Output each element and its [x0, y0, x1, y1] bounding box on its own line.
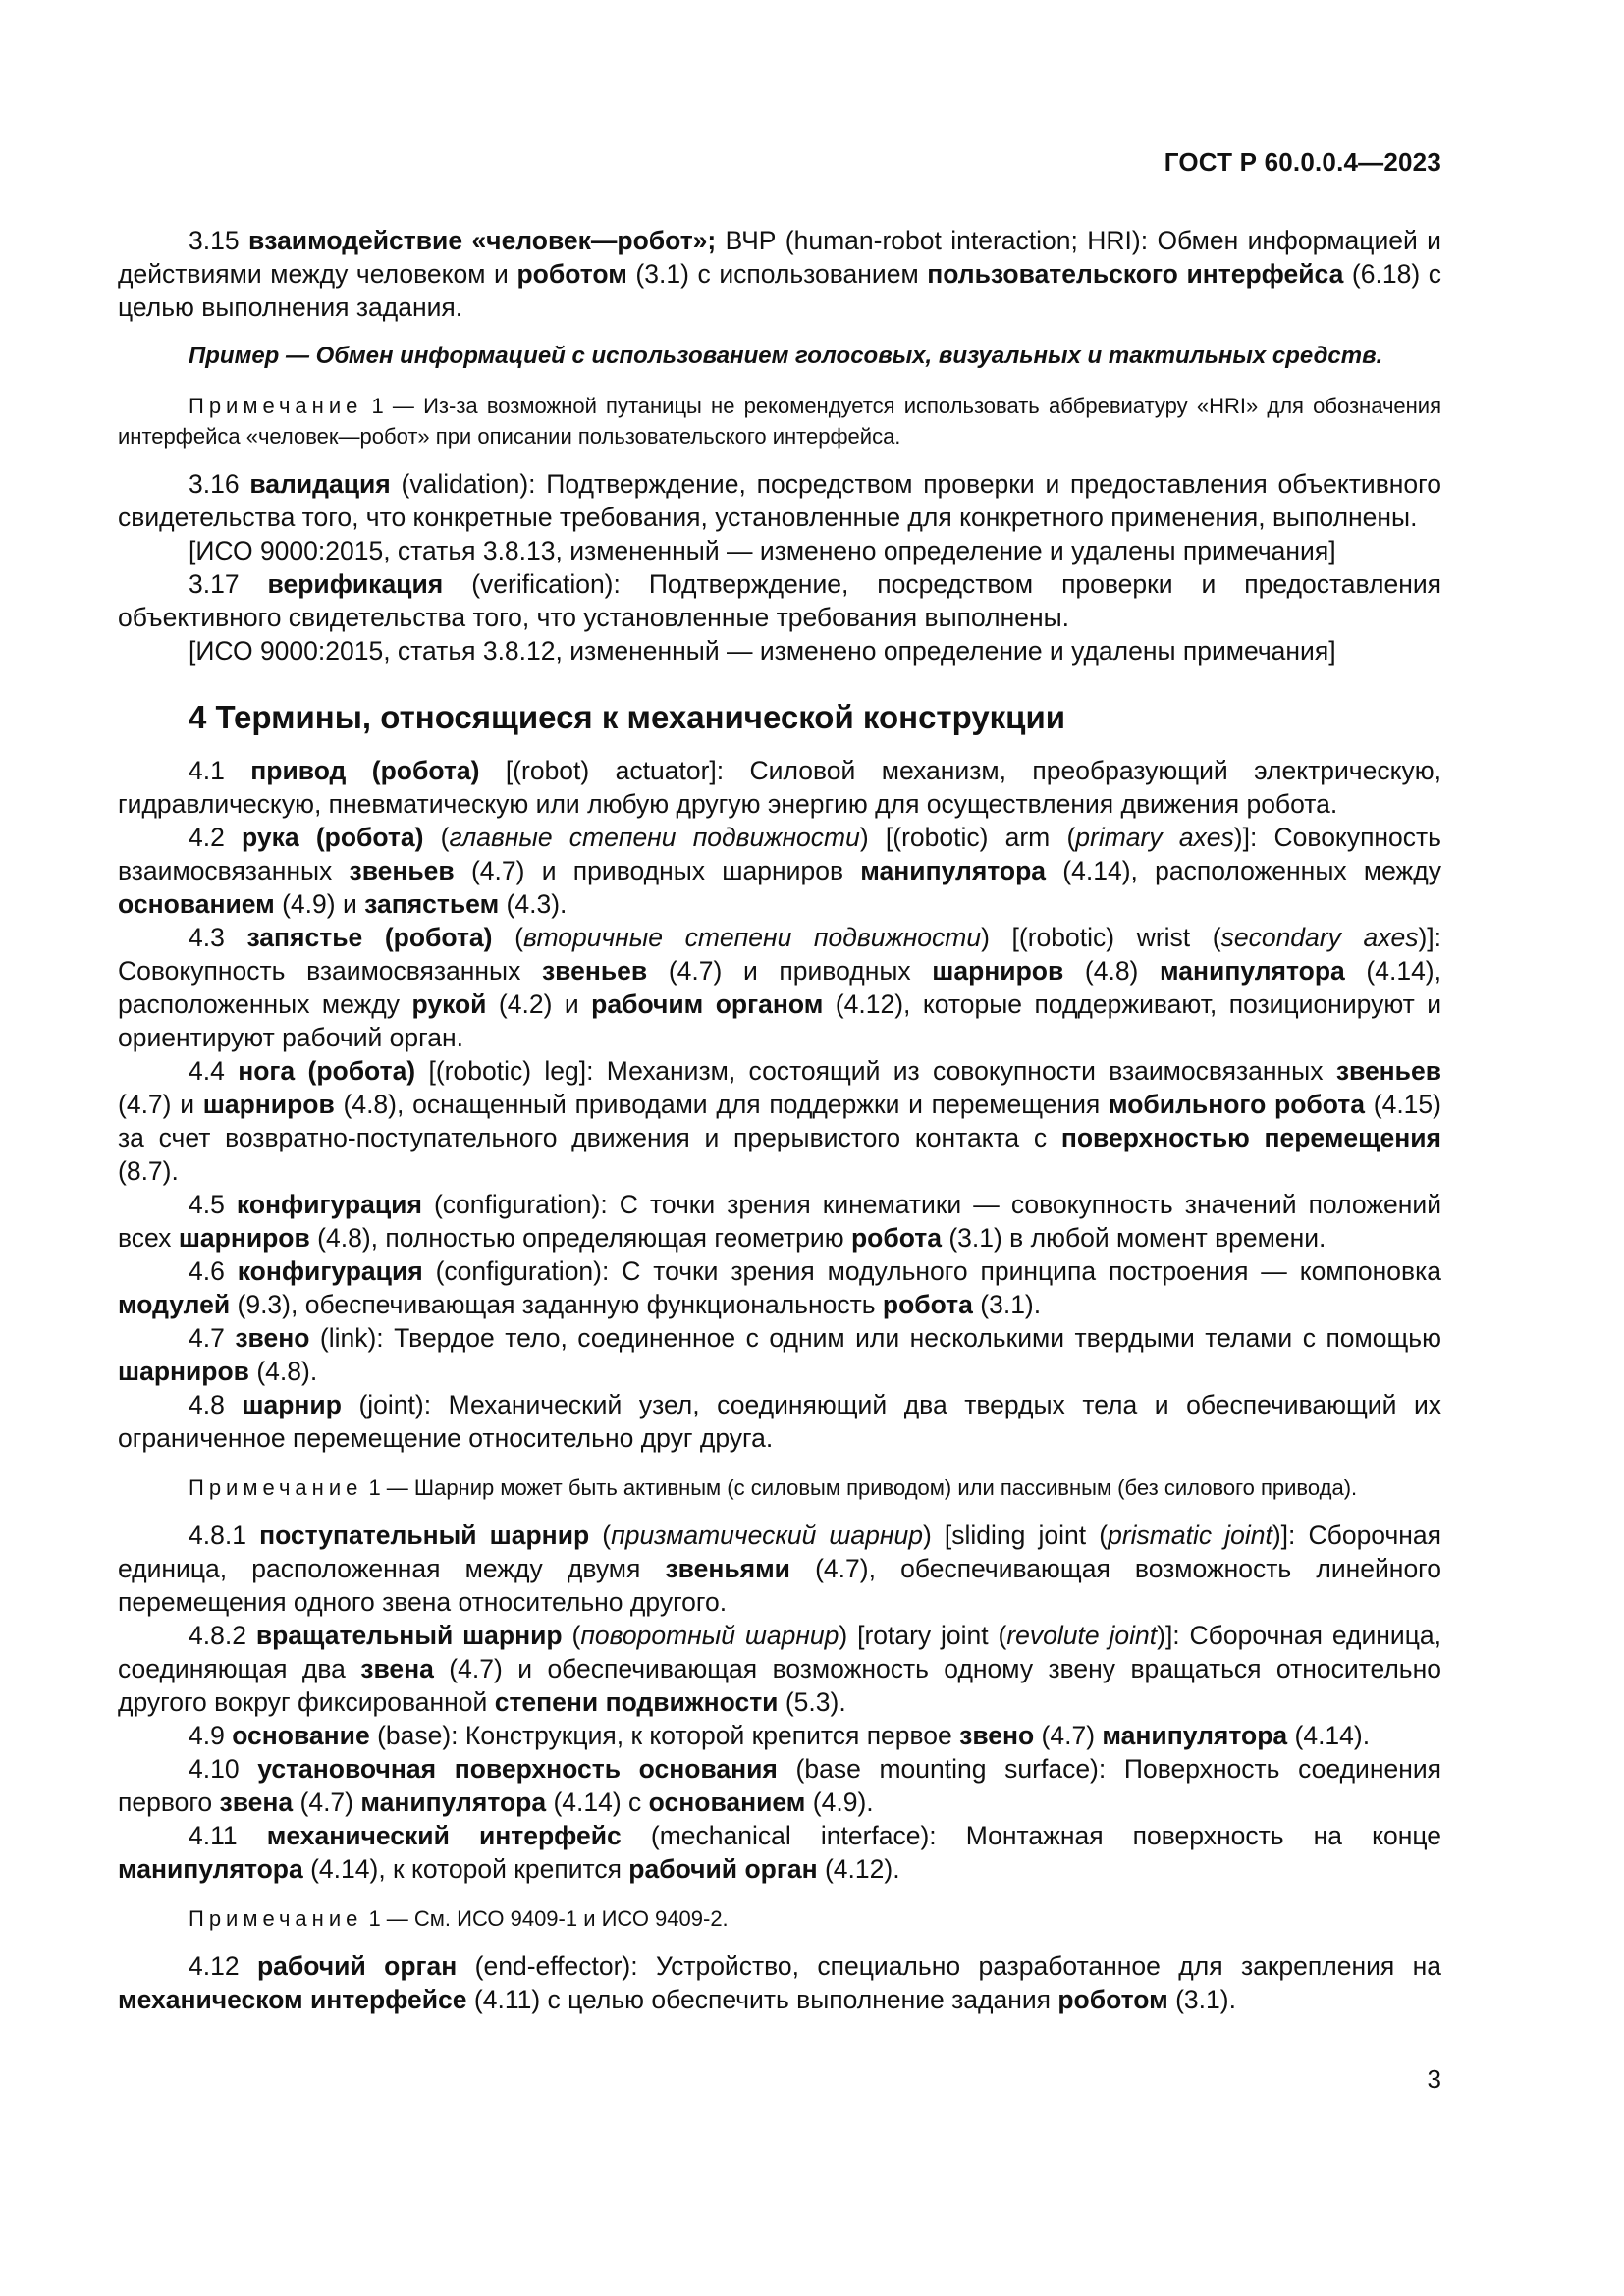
page-content: [118, 224, 1441, 2016]
term-4-2: 4.2 рука (робота) (главные степени подвижности) [(robotic) arm (primary axes)]: Совокупность взаимосвязанных звеньев (4.7) и приводных шарниров манипулятора (4.14), расположенных между основанием (4.9) и запястьем (4.3).: [118, 823, 1441, 919]
term-4-4: 4.4 нога (робота) [(robotic) leg]: Механизм, состоящий из совокупности взаимосвязанных звеньев (4.7) и шарниров (4.8), оснащенный приводами для поддержки и перемещения мобильного робота (4.15) за счет возвратно-поступательного движения и прерывистого контакта с поверхностью перемещения (8.7).: [118, 1056, 1442, 1186]
term-3-15: 3.15 взаимодействие «человек—робот»; ВЧР (human-robot interaction; HRI): Обмен информацией и действиями между человеком и роботом (3.1) с использованием пользовательского интерфейса (6.18) с целью выполнения задания.: [118, 226, 1441, 322]
note-3-15: Примечание 1 — Из-за возможной путаницы не рекомендуется использовать аббревиатуру «HRI» для обозначения интерфейса «человек—робот» при описании пользовательского интерфейса.: [118, 394, 1441, 449]
term-4-3: 4.3 запястье (робота) (вторичные степени подвижности) [(robotic) wrist (secondary axes)]: Совокупность взаимосвязанных звеньев (4.7) и приводных шарниров (4.8) манипулятора (4.14), расположенных между рукой (4.2) и рабочим органом (4.12), которые поддерживают, позиционируют и ориентируют рабочий орган.: [118, 923, 1442, 1052]
term-4-6: 4.6 конфигурация (configuration): С точки зрения модульного принципа построения — компоновка модулей (9.3), обеспечивающая заданную функциональность робота (3.1).: [118, 1256, 1441, 1319]
example-3-15: Пример — Обмен информацией с использованием голосовых, визуальных и тактильных средств.: [189, 343, 1383, 369]
section-4-title: 4 Термины, относящиеся к механической конструкции: [189, 699, 1066, 735]
term-4-5: 4.5 конфигурация (configuration): С точки зрения кинематики — совокупность значений положений всех шарниров (4.8), полностью определяющая геометрию робота (3.1) в любой момент времени.: [118, 1190, 1441, 1253]
term-4-8: 4.8 шарнир (joint): Механический узел, соединяющий два твердых тела и обеспечивающий их ограниченное перемещение относительно друг друга.: [118, 1390, 1441, 1453]
term-3-17-ref: [ИСО 9000:2015, статья 3.8.12, измененный — изменено определение и удалены примечания]: [189, 636, 1336, 666]
term-3-17: 3.17 верификация (verification): Подтверждение, посредством проверки и предоставления объективного свидетельства того, что установленные требования выполнены.: [118, 569, 1441, 632]
term-3-16-ref: [ИСО 9000:2015, статья 3.8.13, измененный — изменено определение и удалены примечания]: [189, 536, 1336, 565]
term-4-11: 4.11 механический интерфейс (mechanical interface): Монтажная поверхность на конце манипулятора (4.14), к которой крепится рабочий орган (4.12).: [118, 1821, 1441, 1884]
term-4-1: 4.1 привод (робота) [(robot) actuator]: Силовой механизм, преобразующий электрическую, гидравлическую, пневматическую или любую другую энергию для осуществления движения робота.: [118, 756, 1441, 819]
note-4-11: Примечание 1 — См. ИСО 9409-1 и ИСО 9409-2.: [189, 1906, 729, 1931]
page-number: 3: [1427, 2064, 1441, 2094]
term-4-7: 4.7 звено (link): Твердое тело, соединенное с одним или несколькими твердыми телами с помощью шарниров (4.8).: [118, 1323, 1441, 1386]
note-4-8: Примечание 1 — Шарнир может быть активным (с силовым приводом) или пассивным (без силового привода).: [189, 1475, 1358, 1500]
term-3-16: 3.16 валидация (validation): Подтверждение, посредством проверки и предоставления объективного свидетельства того, что конкретные требования, установленные для конкретного применения, выполнены.: [118, 469, 1441, 532]
term-4-12: 4.12 рабочий орган (end-effector): Устройство, специально разработанное для закрепления на механическом интерфейсе (4.11) с целью обеспечить выполнение задания роботом (3.1).: [118, 1951, 1441, 2014]
term-4-8-2: 4.8.2 вращательный шарнир (поворотный шарнир) [rotary joint (revolute joint)]: Сборочная единица, соединяющая два звена (4.7) и обеспечивающая возможность одному звену вращаться относительно другого вокруг фиксированной степени подвижности (5.3).: [118, 1621, 1442, 1717]
term-4-8-1: 4.8.1 поступательный шарнир (призматический шарнир) [sliding joint (prismatic joint)]: Сборочная единица, расположенная между двумя звеньями (4.7), обеспечивающая возможность линейного перемещения одного звена относительно другого.: [118, 1521, 1441, 1617]
document-header: ГОСТ Р 60.0.0.4—2023: [1164, 147, 1441, 177]
term-4-10: 4.10 установочная поверхность основания (base mounting surface): Поверхность соединения первого звена (4.7) манипулятора (4.14) с основанием (4.9).: [118, 1754, 1441, 1817]
term-4-9: 4.9 основание (base): Конструкция, к которой крепится первое звено (4.7) манипулятора (4.14).: [189, 1721, 1371, 1750]
